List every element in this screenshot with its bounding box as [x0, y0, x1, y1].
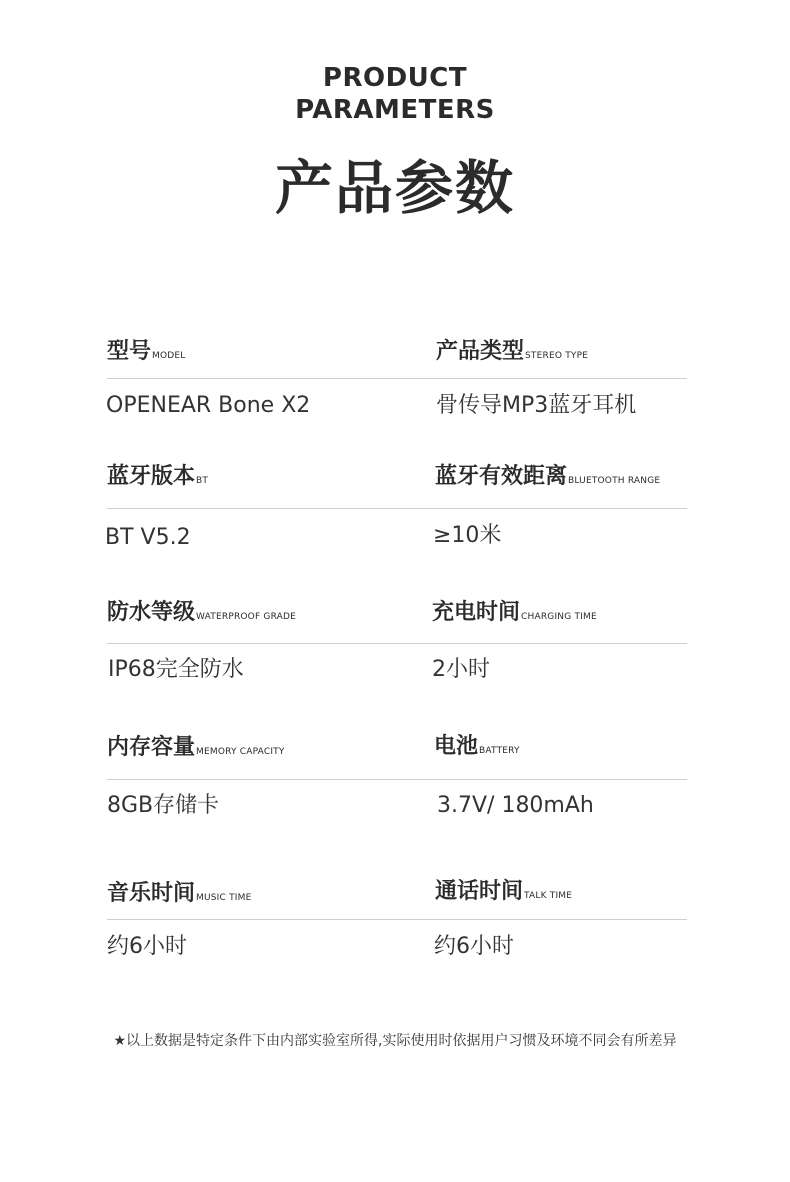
param-label-en: BLUETOOTH RANGE [568, 476, 661, 486]
param-label-stereo-type [436, 338, 588, 370]
divider [107, 779, 687, 780]
disclaimer-footnote: ★以上数据是特定条件下由内部实验室所得,实际使用时依据用户习惯及环境不同会有所差异 [113, 1033, 677, 1049]
param-label-en: MEMORY CAPACITY [196, 747, 285, 757]
param-label-en: MUSIC TIME [196, 893, 252, 903]
param-label-cn: 充电时间 [432, 600, 521, 625]
param-label-cn: 蓝牙版本 [107, 464, 196, 489]
param-label-cn: 通话时间 [435, 879, 524, 904]
param-label-en: MODEL [152, 351, 186, 361]
param-value-bluetooth-range: ≥10米 [433, 523, 502, 548]
param-label-cn: 防水等级 [107, 600, 196, 625]
param-label-en: TALK TIME [524, 891, 573, 901]
param-label-model [107, 338, 186, 370]
param-label-battery [434, 733, 520, 765]
param-label-bluetooth-range [435, 463, 660, 495]
param-label-en: STEREO TYPE [525, 351, 589, 361]
page-title-cn: 产品参数 [274, 154, 515, 222]
divider [107, 378, 687, 379]
param-label-waterproof [107, 599, 296, 631]
param-value-charging-time: 2小时 [432, 657, 490, 682]
param-value-talk-time: 约6小时 [434, 934, 514, 959]
param-value-battery: 3.7V/ 180mAh [437, 793, 594, 818]
param-label-en: BATTERY [479, 746, 520, 756]
param-label-cn: 电池 [434, 734, 479, 759]
param-label-music-time [107, 880, 251, 912]
param-label-cn: 蓝牙有效距离 [435, 464, 568, 489]
param-label-bt [107, 463, 208, 495]
param-label-en: WATERPROOF GRADE [196, 612, 297, 622]
divider [107, 643, 687, 644]
divider [107, 508, 687, 509]
page-title-en-line1: PRODUCT [322, 63, 468, 93]
param-value-bt: BT V5.2 [105, 525, 191, 550]
param-label-cn: 型号 [107, 339, 152, 364]
param-value-stereo-type: 骨传导MP3蓝牙耳机 [436, 393, 637, 418]
param-label-en: CHARGING TIME [521, 612, 597, 622]
divider [107, 919, 687, 920]
param-value-model: OPENEAR Bone X2 [106, 393, 311, 418]
param-label-en: BT [196, 476, 209, 486]
param-value-waterproof: IP68完全防水 [108, 657, 244, 682]
param-value-memory: 8GB存储卡 [107, 793, 220, 818]
page-title-en-line2: PARAMETERS [295, 95, 495, 125]
param-label-cn: 产品类型 [436, 339, 525, 364]
param-value-music-time: 约6小时 [107, 934, 187, 959]
param-label-charging-time [432, 599, 597, 631]
param-label-cn: 内存容量 [107, 735, 196, 760]
param-label-talk-time [435, 878, 572, 910]
param-label-memory [107, 734, 285, 766]
page-title-en [0, 62, 790, 126]
param-label-cn: 音乐时间 [107, 881, 196, 906]
